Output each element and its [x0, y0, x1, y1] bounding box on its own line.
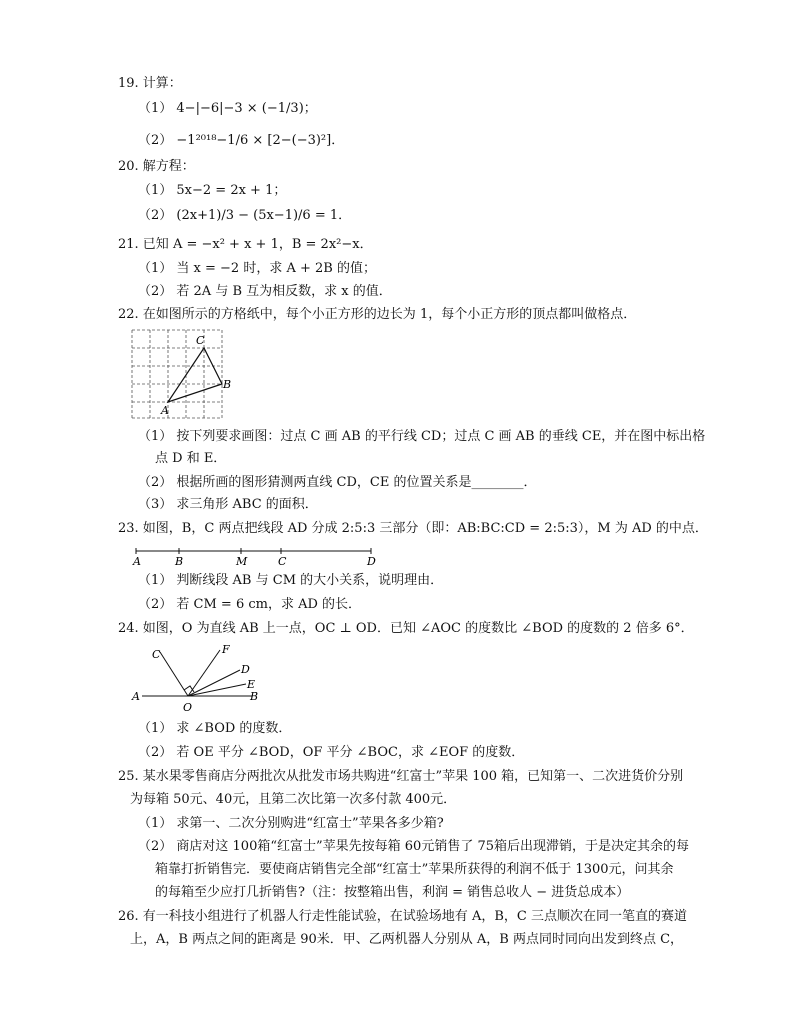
seg-label-d: D: [367, 555, 376, 568]
ang-label-f: F: [222, 643, 230, 656]
seg-label-m: M: [236, 555, 248, 568]
ang-label-d: D: [241, 663, 250, 676]
q22-heading: 22. 在如图所示的方格纸中，每个小正方形的边长为 1，每个小正方形的顶点都叫做格点．: [118, 307, 637, 322]
q20-heading: 20. 解方程：: [118, 159, 195, 174]
q26-line2: 上，A，B 两点之间的距离是 90米．甲、乙两机器人分别从 A，B 两点同时同向出发到终点 C，: [130, 932, 684, 947]
q19-heading: 19. 计算：: [118, 76, 182, 91]
q22-part2: （2） 根据所画的图形猜测两直线 CD，CE 的位置关系是________．: [138, 475, 537, 490]
ang-label-b: B: [250, 690, 259, 703]
q23-part2: （2） 若 CM = 6 cm，求 AD 的长．: [138, 597, 362, 612]
q21-part2: （2） 若 2A 与 B 互为相反数，求 x 的值．: [138, 284, 392, 299]
ang-label-o: O: [183, 701, 193, 714]
q19-part1: （1） 4−|−6|−3 × (−1/3)；: [138, 101, 317, 116]
q26-line1: 26. 有一科技小组进行了机器人行走性能试验，在试验场地有 A，B，C 三点顺次在同一笔直的赛道: [118, 909, 687, 924]
q24-part2: （2） 若 OE 平分 ∠BOD，OF 平分 ∠BOC，求 ∠EOF 的度数．: [138, 745, 525, 760]
q25-part1: （1） 求第一、二次分别购进“红富士”苹果各多少箱?: [138, 816, 444, 831]
q25-line2: 为每箱 50元、40元，且第二次比第一次多付款 400元．: [130, 792, 457, 807]
seg-label-b: B: [175, 555, 184, 568]
q22-part3: （3） 求三角形 ABC 的面积．: [138, 497, 318, 512]
q25-line1: 25. 某水果零售商店分两批次从批发市场共购进“红富士”苹果 100 箱，已知第一、二次进货价分别: [118, 769, 684, 784]
q23-heading: 23. 如图，B，C 两点把线段 AD 分成 2:5:3 三部分（即：AB:BC:CD = 2:5:3），M 为 AD 的中点．: [118, 521, 708, 536]
q22-part1a: （1） 按下列要求画图：过点 C 画 AB 的平行线 CD；过点 C 画 AB 的垂线 CE，并在图中标出格: [138, 429, 706, 444]
q25-part2c: 的每箱至少应打几折销售?（注：按整箱出售，利润 = 销售总收人 − 进货总成本）: [155, 885, 630, 900]
seg-label-c: C: [278, 555, 287, 568]
label-b: B: [223, 378, 232, 391]
q22-grid-figure: [128, 326, 232, 422]
q22-part1b: 点 D 和 E．: [155, 451, 227, 466]
ang-label-a: A: [132, 690, 140, 703]
q25-part2b: 箱靠打折销售完．要使商店销售完全部“红富士”苹果所获得的利润不低于 1300元，问其余: [155, 862, 674, 877]
ang-label-e: E: [247, 678, 256, 691]
triangle-abc: [168, 348, 222, 402]
q21-heading: 21. 已知 A = −x² + x + 1，B = 2x²−x．: [118, 237, 373, 252]
q24-part1: （1） 求 ∠BOD 的度数．: [138, 721, 292, 736]
q24-heading: 24. 如图，O 为直线 AB 上一点，OC ⊥ OD．已知 ∠AOC 的度数比 ∠BOD 的度数的 2 倍多 6°．: [118, 621, 694, 636]
q23-segment-figure: [128, 542, 378, 568]
q20-part1: （1） 5x−2 = 2x + 1；: [138, 183, 287, 198]
label-a: A: [161, 404, 169, 417]
q19-part2: （2） −1²⁰¹⁸−1/6 × [2−(−3)²]．: [138, 133, 345, 148]
q21-part1: （1） 当 x = −2 时，求 A + 2B 的值；: [138, 261, 376, 276]
seg-label-a: A: [133, 555, 141, 568]
q24-angle-figure: [128, 640, 268, 716]
ang-label-c: C: [152, 648, 161, 661]
label-c: C: [196, 334, 205, 347]
q20-part2: （2） (2x+1)/3 − (5x−1)/6 = 1．: [138, 208, 352, 223]
q25-part2a: （2） 商店对这 100箱“红富士”苹果先按每箱 60元销售了 75箱后出现滞销，于是决定其余的每: [138, 839, 689, 854]
q23-part1: （1） 判断线段 AB 与 CM 的大小关系，说明理由．: [138, 573, 444, 588]
